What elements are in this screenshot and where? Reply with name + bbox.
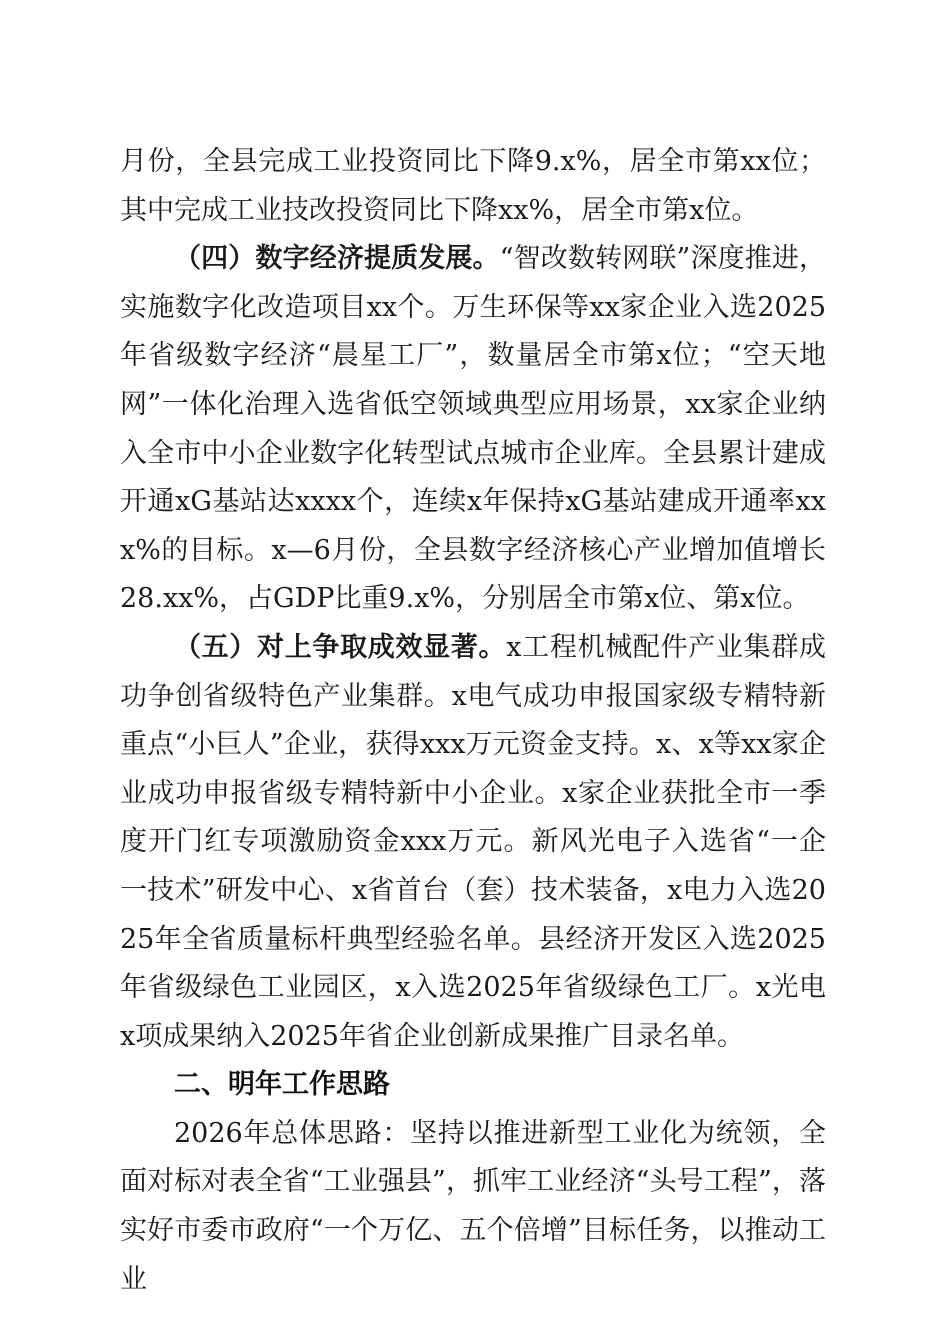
paragraph-superior-funding xyxy=(120,624,826,1061)
paragraph-digital-economy-body: “智改数转网联”深度推进，实施数字化改造项目xx个。万生环保等xx家企业入选2025年省级数字经济“晨星工厂”，数量居全市第x位；“空天地网”一体化治理入选省低空领域典型应用场景，xx家企业纳入全市中小企业数字化转型试点城市企业库。全县累计建成开通xG基站达xxxx个，连续x年保持xG基站建成开通率xxx%的目标。x—6月份，全县数字经济核心产业增加值增长28.xx%，占GDP比重9.x%，分别居全市第x位、第x位。 xyxy=(120,243,827,615)
paragraph-continuation: 月份，全县完成工业投资同比下降9.x%，居全市第xx位；其中完成工业技改投资同比下降xx%，居全市第x位。 xyxy=(120,146,826,226)
section-heading-next-year: 二、明年工作思路 xyxy=(174,1069,390,1101)
paragraph-digital-economy xyxy=(120,235,826,624)
paragraph-overall-approach: 2026年总体思路：坚持以推进新型工业化为统领，全面对标对表全省“工业强县”，抓牢工业经济“头号工程”，落实好市委市政府“一个万亿、五个倍增”目标任务，以推动工业 xyxy=(120,1117,826,1295)
paragraph-superior-funding-body: x工程机械配件产业集群成功争创省级特色产业集群。x电气成功申报国家级专精特新重点“小巨人”企业，获得xxx万元资金支持。x、x等xx家企业成功申报省级专精特新中小企业。x家企业获批全市一季度开门红专项激励资金xxx万元。新风光电子入选省“一企一技术”研发中心、x省首台（套）技术装备，x电力入选2025年全省质量标杆典型经验名单。县经济开发区入选2025年省级绿色工业园区，x入选2025年省级绿色工厂。x光电x项成果纳入2025年省企业创新成果推广目录名单。 xyxy=(120,631,827,1052)
subheading-superior-funding: （五）对上争取成效显著。 xyxy=(174,631,507,663)
document-page xyxy=(120,138,826,1304)
subheading-digital-economy: （四）数字经济提质发展。 xyxy=(174,243,500,275)
